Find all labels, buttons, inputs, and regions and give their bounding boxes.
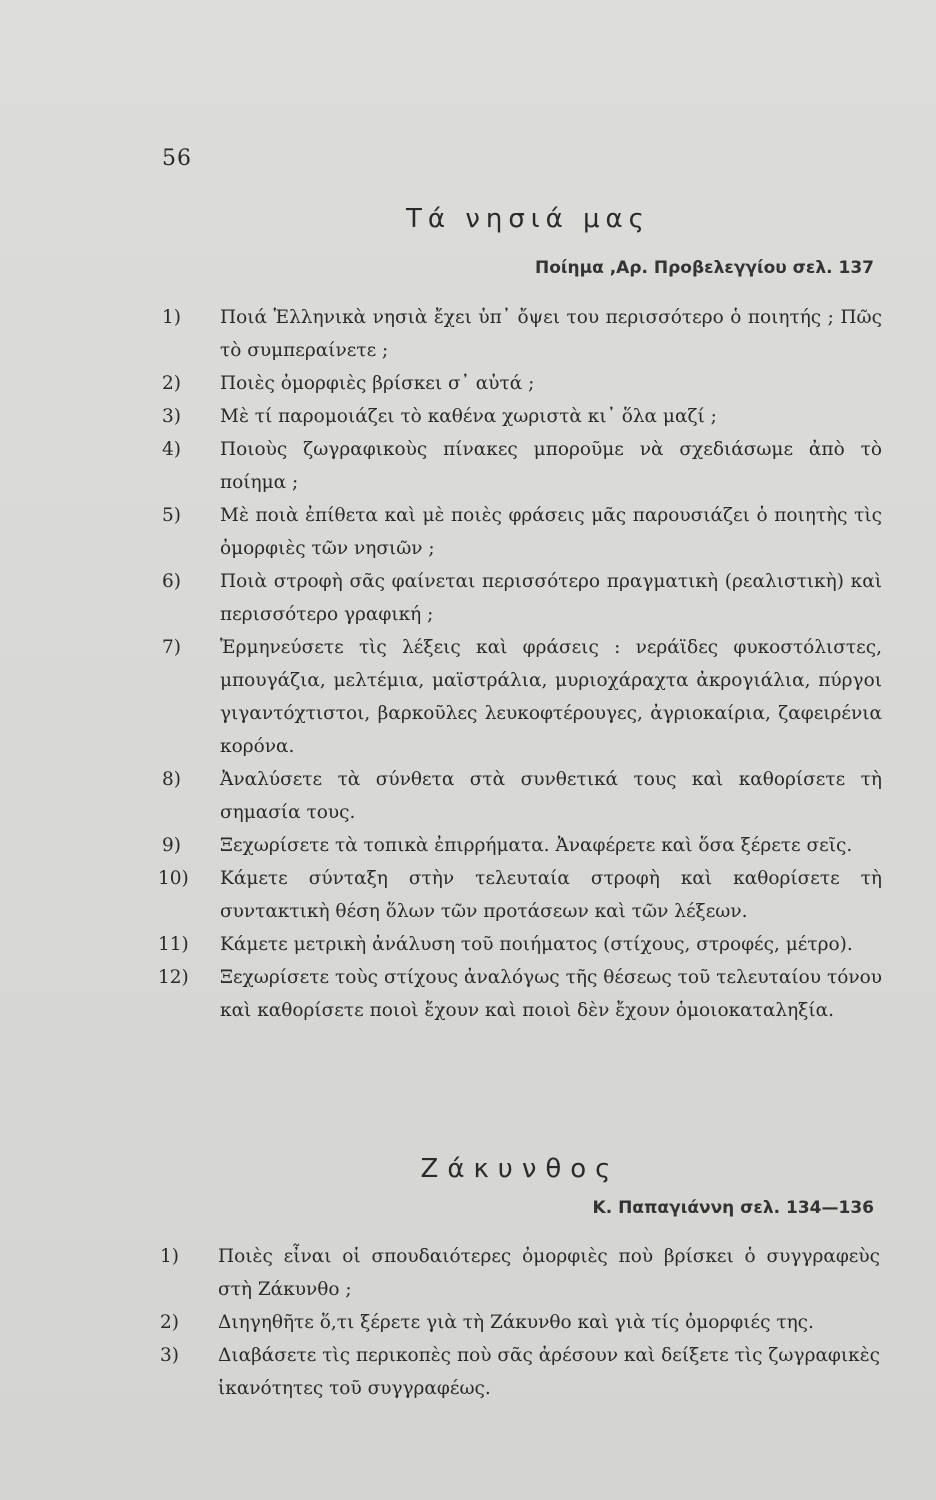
- question-text: Κάμετε σύνταξη στὴν τελευταία στροφὴ καὶ καθορίσετε τὴ συντακτικὴ θέση ὅλων τῶν προτάσεων καὶ τῶν λέξεων.: [220, 868, 882, 922]
- question-number: 5): [162, 505, 181, 526]
- question-item: [162, 565, 882, 631]
- question-number: 6): [162, 571, 181, 592]
- question-list-zakynthos: [160, 1240, 880, 1405]
- question-text: Ξεχωρίσετε τὰ τοπικὰ ἐπιρρήματα. Ἀναφέρετε καὶ ὅσα ξέρετε σεῖς.: [220, 835, 853, 856]
- question-item: [160, 1339, 880, 1405]
- question-item: [162, 400, 882, 433]
- question-item: [162, 433, 882, 499]
- question-item: [162, 367, 882, 400]
- section-source-zakynthos: Κ. Παπαγιάννη σελ. 134—136: [592, 1198, 874, 1218]
- question-number: 9): [162, 835, 181, 856]
- question-text: Κάμετε μετρικὴ ἀνάλυση τοῦ ποιήματος (στίχους, στροφές, μέτρο).: [220, 934, 853, 955]
- question-number: 7): [162, 637, 181, 658]
- question-text: Ποιοὺς ζωγραφικοὺς πίνακες μποροῦμε νὰ σχεδιάσωμε ἀπὸ τὸ ποίημα ;: [220, 439, 882, 493]
- question-item: [162, 763, 882, 829]
- question-number: 2): [160, 1312, 179, 1333]
- question-number: 10): [158, 868, 189, 889]
- question-number: 11): [158, 934, 189, 955]
- question-text: Ποιὲς εἶναι οἱ σπουδαιότερες ὀμορφιὲς ποὺ βρίσκει ὁ συγγραφεὺς στὴ Ζάκυνθο ;: [218, 1246, 880, 1300]
- question-item: [158, 961, 882, 1027]
- question-number: 8): [162, 769, 181, 790]
- question-text: Ποιὰ στροφὴ σᾶς φαίνεται περισσότερο πραγματικὴ (ρεαλιστικὴ) καὶ περισσότερο γραφική ;: [220, 571, 882, 625]
- question-text: Ἀναλύσετε τὰ σύνθετα στὰ συνθετικά τους καὶ καθορίσετε τὴ σημασία τους.: [220, 769, 882, 823]
- question-item: [160, 1306, 880, 1339]
- question-item: [158, 928, 882, 961]
- section-title-islands: Τά νησιά μας: [406, 204, 650, 234]
- question-item: [162, 499, 882, 565]
- question-text: Ποιὲς ὀμορφιὲς βρίσκει σ᾽ αὐτά ;: [220, 373, 535, 394]
- question-number: 2): [162, 373, 181, 394]
- question-number: 1): [160, 1246, 179, 1267]
- question-item: [158, 862, 882, 928]
- section-title-zakynthos: Ζάκυνθος: [420, 1154, 620, 1184]
- question-text: Μὲ ποιὰ ἐπίθετα καὶ μὲ ποιὲς φράσεις μᾶς παρουσιάζει ὁ ποιητὴς τὶς ὀμορφιὲς τῶν νησιῶν ;: [220, 505, 882, 559]
- question-text: Ξεχωρίσετε τοὺς στίχους ἀναλόγως τῆς θέσεως τοῦ τελευταίου τόνου καὶ καθορίσετε ποιοὶ ἔχουν καὶ ποιοὶ δὲν ἔχουν ὁμοιοκαταληξία.: [220, 967, 882, 1021]
- page-number: 56: [162, 146, 192, 171]
- section-source-islands: Ποίημα ,Αρ. Προβελεγγίου σελ. 137: [534, 258, 874, 278]
- question-number: 3): [160, 1345, 179, 1366]
- question-number: 4): [162, 439, 181, 460]
- question-item: [162, 301, 882, 367]
- question-text: Μὲ τί παρομοιάζει τὸ καθένα χωριστὰ κι᾽ ὅλα μαζί ;: [220, 406, 717, 427]
- question-text: Ἑρμηνεύσετε τὶς λέξεις καὶ φράσεις : νεράϊδες φυκοστόλιστες, μπουγάζια, μελτέμια, μαϊστράλια, μυριοχάραχτα ἀκρογιάλια, πύργοι γιγαντόχτιστοι, βαρκοῦλες λευκοφτέρουγες, ἀγριοκαίρια, ζαφειρένια κορόνα.: [220, 637, 882, 757]
- question-item: [162, 631, 882, 763]
- question-text: Ποιά Ἑλληνικὰ νησιὰ ἔχει ὑπ᾽ ὄψει του περισσότερο ὁ ποιητής ; Πῶς τὸ συμπεραίνετε ;: [220, 307, 882, 361]
- question-list-islands: [158, 301, 882, 1027]
- question-number: 1): [162, 307, 181, 328]
- question-number: 3): [162, 406, 181, 427]
- question-text: Διαβάσετε τὶς περικοπὲς ποὺ σᾶς ἀρέσουν καὶ δείξετε τὶς ζωγραφικὲς ἱκανότητες τοῦ συγγραφέως.: [218, 1345, 880, 1399]
- question-item: [162, 829, 882, 862]
- question-text: Διηγηθῆτε ὅ,τι ξέρετε γιὰ τὴ Ζάκυνθο καὶ γιὰ τίς ὀμορφιές της.: [218, 1312, 814, 1333]
- question-number: 12): [158, 967, 189, 988]
- question-item: [160, 1240, 880, 1306]
